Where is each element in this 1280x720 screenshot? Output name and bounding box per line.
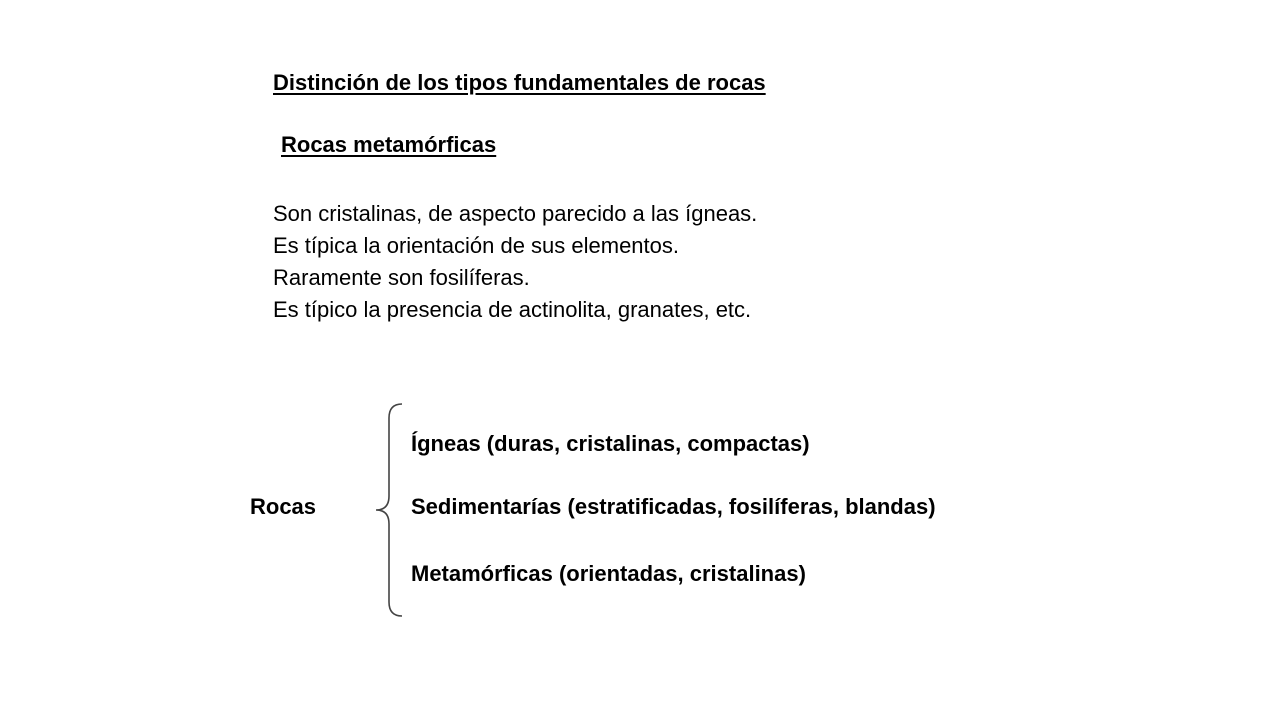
curly-brace-icon xyxy=(370,400,410,624)
description-line: Es típico la presencia de actinolita, granates, etc. xyxy=(273,297,752,322)
description-list xyxy=(273,198,757,326)
rock-type-metamorphic: Metamórficas (orientadas, cristalinas) xyxy=(411,561,806,586)
description-line: Es típica la orientación de sus elementos. xyxy=(273,233,680,258)
section-subtitle: Rocas metamórficas xyxy=(281,132,497,157)
rock-type-sedimentary: Sedimentarías (estratificadas, fosilíferas, blandas) xyxy=(411,494,936,519)
classification-label: Rocas xyxy=(250,494,317,519)
description-line: Raramente son fosilíferas. xyxy=(273,265,530,290)
page-title: Distinción de los tipos fundamentales de rocas xyxy=(273,70,766,95)
description-line: Son cristalinas, de aspecto parecido a las ígneas. xyxy=(273,201,758,226)
rock-type-igneous: Ígneas (duras, cristalinas, compactas) xyxy=(411,431,810,456)
